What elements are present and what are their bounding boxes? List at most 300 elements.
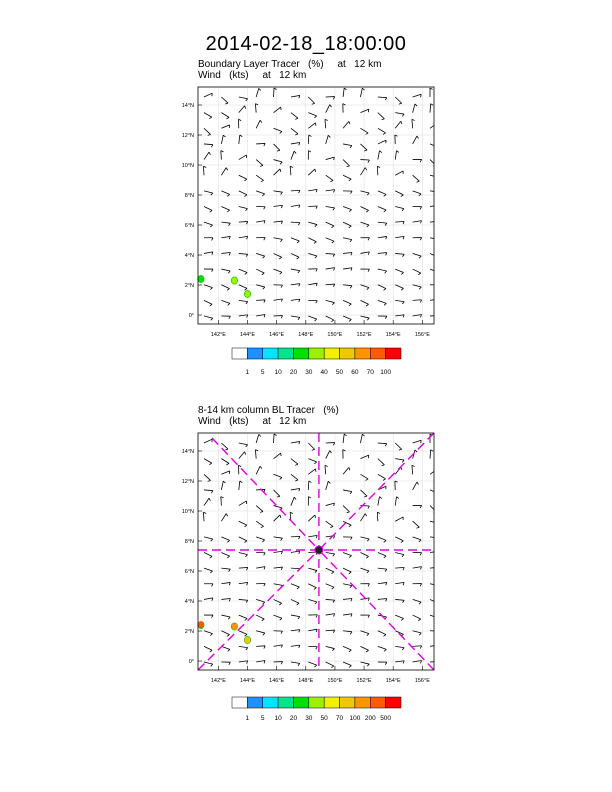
- y-tick-label: 4°N: [184, 599, 194, 605]
- wind-barb: [274, 191, 283, 192]
- colorbar-swatch: [293, 697, 308, 708]
- wind-barb: [204, 474, 211, 480]
- wind-barb-feather: [226, 514, 227, 517]
- wind-barb: [430, 584, 439, 586]
- wind-barb: [290, 512, 291, 521]
- colorbar-label: 50: [320, 715, 328, 722]
- wind-barb-feather: [246, 648, 248, 650]
- wind-barb-feather: [279, 603, 281, 605]
- wind-barb: [360, 553, 368, 557]
- wind-barb: [239, 661, 248, 662]
- wind-barb-feather: [281, 221, 282, 224]
- wind-barb: [395, 537, 403, 541]
- plot-frame: [198, 433, 434, 670]
- wind-barb: [239, 191, 247, 195]
- wind-barb-feather: [332, 303, 334, 305]
- wind-barb-feather: [419, 602, 421, 604]
- wind-barb-feather: [438, 645, 439, 648]
- wind-barb-feather: [386, 599, 387, 602]
- wind-barb: [360, 514, 365, 522]
- wind-barb-feather: [308, 151, 311, 152]
- chart2-subtitle-tracer: 8-14 km column BL Tracer (%): [198, 405, 339, 416]
- wind-barb-feather: [247, 221, 248, 224]
- wind-barb: [413, 175, 420, 181]
- wind-barb: [378, 128, 386, 133]
- wind-barb: [326, 521, 333, 526]
- wind-barb-feather: [315, 515, 316, 518]
- wind-barb-feather: [334, 157, 335, 160]
- x-tick-label: 146°E: [269, 332, 285, 338]
- wind-barb: [239, 501, 247, 506]
- wind-barb: [326, 568, 334, 572]
- wind-barb-feather: [438, 662, 439, 665]
- wind-barb: [291, 497, 294, 505]
- wind-barb-feather: [333, 600, 335, 603]
- wind-barb: [274, 474, 282, 477]
- wind-barb: [204, 93, 212, 97]
- wind-barb: [204, 191, 213, 193]
- wind-barb: [360, 88, 362, 97]
- wind-barb-feather: [298, 223, 300, 226]
- wind-barb: [274, 169, 280, 175]
- wind-barb-feather: [350, 632, 352, 634]
- wind-barb: [256, 521, 263, 526]
- wind-barb: [430, 599, 438, 603]
- wind-barb: [291, 238, 299, 241]
- wind-barb: [274, 221, 283, 222]
- wind-barb: [360, 285, 369, 288]
- wind-barb-feather: [264, 553, 266, 556]
- wind-barb-feather: [334, 503, 335, 506]
- colorbar-label: 70: [335, 715, 344, 722]
- wind-barb: [395, 443, 401, 449]
- wind-barb-feather: [368, 598, 369, 601]
- wind-barb: [221, 459, 229, 464]
- wind-barb: [239, 175, 247, 179]
- wind-barb-feather: [333, 284, 334, 287]
- wind-barb-feather: [229, 236, 230, 239]
- wind-barb-feather: [244, 179, 246, 181]
- wind-barb: [343, 646, 351, 650]
- wind-barb-feather: [333, 554, 335, 556]
- wind-barb: [239, 207, 248, 209]
- wind-barb-feather: [295, 118, 298, 119]
- wind-barb-feather: [227, 556, 229, 558]
- wind-barb-feather: [299, 142, 300, 145]
- colorbar-swatch: [309, 348, 324, 359]
- x-tick-label: 142°E: [210, 678, 226, 684]
- wind-barb-feather: [280, 515, 281, 518]
- wind-barb: [413, 615, 421, 619]
- wind-barb-feather: [245, 452, 246, 455]
- wind-barb-feather: [401, 121, 402, 124]
- wind-barb-feather: [247, 315, 248, 318]
- wind-barb-feather: [245, 106, 246, 109]
- wind-barb-feather: [421, 661, 422, 664]
- wind-barb: [308, 316, 316, 319]
- wind-barb-feather: [212, 269, 213, 272]
- wind-barb-feather: [421, 94, 422, 97]
- wind-barb: [360, 222, 369, 225]
- wind-barb-feather: [316, 535, 317, 538]
- wind-barb-feather: [262, 273, 264, 275]
- wind-barb: [221, 553, 229, 557]
- wind-barb-feather: [368, 615, 369, 618]
- wind-barb-feather: [419, 287, 421, 289]
- wind-barb-feather: [349, 525, 351, 527]
- wind-barb: [395, 121, 401, 128]
- wind-barb-feather: [229, 223, 231, 225]
- wind-barb: [326, 553, 335, 554]
- wind-barb-feather: [294, 151, 296, 153]
- wind-barb-feather: [212, 598, 213, 601]
- wind-barb-feather: [415, 450, 417, 452]
- wind-barb: [412, 119, 413, 128]
- wind-barb: [395, 615, 403, 618]
- wind-barb-feather: [255, 450, 258, 451]
- wind-barb-feather: [314, 242, 316, 244]
- wind-barb: [239, 599, 248, 600]
- wind-barb-feather: [281, 239, 283, 241]
- wind-barb-feather: [299, 284, 300, 287]
- wind-barb-feather: [210, 556, 212, 558]
- wind-barb: [308, 515, 315, 521]
- wind-barb-feather: [366, 556, 368, 558]
- wind-barb-feather: [281, 645, 282, 648]
- wind-barb: [395, 113, 404, 114]
- wind-barb-feather: [331, 572, 333, 574]
- wind-barb-feather: [281, 662, 282, 665]
- wind-barb: [378, 646, 386, 649]
- wind-barb-feather: [349, 650, 351, 652]
- wind-barb-feather: [263, 287, 265, 289]
- wind-barb: [221, 300, 229, 303]
- wind-barb: [255, 104, 256, 113]
- wind-barb: [204, 598, 213, 600]
- wind-barb-feather: [384, 289, 386, 291]
- wind-barb: [413, 599, 422, 602]
- colorbar-swatch: [263, 697, 278, 708]
- wind-barb-feather: [438, 299, 439, 302]
- wind-barb-feather: [316, 615, 317, 618]
- wind-barb-feather: [221, 151, 224, 152]
- wind-barb-feather: [314, 116, 316, 118]
- wind-barb-feather: [211, 539, 213, 541]
- wind-barb-feather: [260, 165, 263, 166]
- wind-barb: [239, 253, 248, 254]
- wind-barb-feather: [438, 316, 439, 319]
- wind-barb: [326, 646, 335, 648]
- wind-barb: [291, 205, 300, 207]
- wind-barb-feather: [325, 119, 328, 120]
- wind-barb-feather: [281, 585, 283, 587]
- wind-barb: [204, 568, 213, 571]
- wind-barb: [204, 498, 209, 505]
- wind-barb-feather: [402, 209, 404, 211]
- wind-barb: [343, 553, 351, 556]
- wind-barb: [378, 285, 386, 289]
- wind-barb-feather: [299, 441, 300, 444]
- wind-barb: [274, 205, 283, 206]
- wind-barb: [378, 599, 387, 600]
- wind-barb: [430, 144, 438, 147]
- x-tick-label: 150°E: [327, 678, 343, 684]
- wind-barb-feather: [314, 319, 316, 321]
- wind-barb: [343, 268, 352, 269]
- wind-barb: [274, 645, 283, 647]
- wind-barb: [291, 459, 298, 465]
- wind-barb: [256, 315, 265, 316]
- wind-barb-feather: [281, 631, 283, 634]
- wind-barb-feather: [274, 434, 277, 436]
- wind-barb-feather: [281, 567, 282, 570]
- wind-barb-feather: [399, 103, 402, 104]
- wind-barb-feather: [239, 465, 242, 466]
- wind-barb: [395, 661, 404, 662]
- wind-barb-feather: [349, 179, 351, 181]
- wind-barb: [274, 253, 282, 257]
- wind-barb-feather: [315, 571, 317, 573]
- wind-barb-feather: [260, 511, 263, 512]
- wind-barb-feather: [379, 151, 381, 153]
- wind-barb: [308, 469, 315, 474]
- wind-barb: [291, 488, 300, 489]
- wind-barb-feather: [246, 99, 248, 101]
- wind-barb: [326, 481, 329, 490]
- wind-barb-feather: [417, 136, 419, 139]
- wind-barb: [308, 629, 317, 631]
- wind-barb: [343, 88, 344, 97]
- wind-barb-feather: [247, 661, 248, 664]
- wind-barb-feather: [298, 663, 300, 665]
- wind-barb-feather: [244, 195, 246, 197]
- colorbar-label: 30: [305, 715, 313, 722]
- wind-barb: [256, 537, 264, 540]
- wind-barb: [256, 88, 259, 97]
- wind-barb-feather: [401, 467, 402, 470]
- wind-barb-feather: [259, 434, 261, 436]
- wind-barb-feather: [436, 257, 438, 259]
- wind-barb: [239, 481, 240, 490]
- wind-barb-feather: [312, 449, 315, 450]
- wind-barb-feather: [244, 525, 246, 527]
- wind-barb: [274, 160, 283, 162]
- wind-barb: [291, 551, 300, 553]
- wind-barb: [204, 207, 212, 211]
- wind-barb: [360, 646, 368, 650]
- wind-barb-feather: [226, 117, 229, 118]
- wind-barb-feather: [349, 304, 351, 306]
- wind-barb-feather: [437, 585, 439, 587]
- wind-barb: [378, 474, 386, 479]
- wind-barb: [326, 630, 335, 631]
- y-tick-label: 8°N: [184, 539, 194, 545]
- wind-barb-feather: [264, 143, 265, 146]
- wind-barb: [413, 567, 422, 569]
- wind-barb-feather: [240, 135, 242, 137]
- wind-barb-feather: [315, 256, 317, 258]
- wind-barb-feather: [297, 257, 299, 259]
- wind-barb-feather: [384, 649, 386, 651]
- wind-barb: [239, 646, 248, 647]
- y-tick-label: 6°N: [184, 569, 194, 575]
- wind-barb-feather: [264, 584, 265, 587]
- wind-barb: [395, 631, 403, 635]
- colorbar-label: 20: [289, 369, 298, 376]
- wind-barb: [378, 222, 387, 223]
- wind-barb-feather: [377, 166, 380, 167]
- wind-barb: [239, 285, 247, 289]
- wind-barb: [291, 151, 294, 159]
- wind-barb-feather: [402, 460, 404, 462]
- wind-barb-feather: [299, 190, 300, 193]
- wind-barb-feather: [420, 238, 421, 241]
- wind-barb-feather: [349, 666, 351, 668]
- wind-barb-feather: [420, 207, 421, 210]
- wind-barb: [430, 123, 437, 128]
- wind-barb: [395, 236, 404, 237]
- wind-barb-feather: [245, 209, 247, 211]
- wind-barb-feather: [290, 166, 293, 167]
- y-tick-label: 0°: [188, 313, 194, 319]
- wind-barb-feather: [385, 617, 387, 619]
- wind-barb: [204, 316, 213, 318]
- wind-barb: [343, 631, 352, 632]
- wind-barb-feather: [316, 647, 318, 650]
- wind-barb: [360, 455, 368, 458]
- wind-barb-feather: [417, 527, 420, 528]
- wind-barb-feather: [247, 582, 248, 585]
- wind-barb-feather: [261, 180, 264, 181]
- wind-barb-feather: [294, 497, 296, 499]
- wind-barb: [308, 113, 316, 116]
- storm-center-marker: [315, 546, 323, 554]
- wind-barb: [291, 299, 300, 300]
- wind-barb-feather: [229, 316, 230, 319]
- colorbar-swatch: [386, 348, 401, 359]
- wind-barb-feather: [436, 147, 438, 149]
- wind-barb: [204, 152, 209, 159]
- wind-barb-feather: [227, 210, 229, 212]
- y-tick-label: 10°N: [181, 509, 194, 515]
- wind-barb: [326, 207, 335, 208]
- wind-barb-feather: [245, 619, 247, 621]
- wind-barb-feather: [367, 539, 369, 541]
- colorbar-swatch: [324, 697, 339, 708]
- colorbar-label: 1: [245, 715, 250, 722]
- wind-barb-feather: [420, 505, 421, 508]
- wind-barb-feather: [255, 104, 258, 105]
- wind-barb: [239, 300, 248, 301]
- wind-barb-feather: [333, 443, 334, 446]
- wind-barb: [430, 104, 431, 113]
- wind-barb-feather: [436, 618, 438, 620]
- wind-barb-feather: [314, 665, 316, 667]
- wind-barb: [378, 97, 387, 98]
- wind-barb-feather: [437, 523, 439, 525]
- x-tick-label: 146°E: [269, 678, 285, 684]
- wind-barb: [430, 205, 439, 206]
- wind-barb: [308, 189, 317, 191]
- wind-barb-feather: [223, 135, 225, 137]
- wind-barb-feather: [334, 536, 335, 539]
- wind-barb-feather: [245, 288, 247, 290]
- colorbar-swatch: [232, 697, 247, 708]
- wind-barb-feather: [240, 481, 242, 483]
- wind-barb-feather: [298, 317, 300, 319]
- wind-barb: [256, 661, 265, 662]
- wind-barb: [291, 645, 300, 646]
- wind-barb-feather: [264, 315, 265, 318]
- wind-barb: [326, 222, 334, 226]
- wind-barb-feather: [281, 285, 283, 288]
- wind-barb: [256, 646, 265, 647]
- colorbar-label: 1: [245, 369, 250, 376]
- wind-barb-feather: [384, 540, 386, 542]
- wind-barb-feather: [412, 119, 415, 120]
- wind-barb: [256, 253, 265, 256]
- wind-barb: [360, 537, 369, 539]
- wind-barb: [395, 221, 404, 222]
- wind-barb-feather: [399, 449, 402, 450]
- wind-barb-feather: [212, 252, 213, 255]
- wind-barb-feather: [295, 134, 298, 135]
- wind-barb-feather: [259, 88, 261, 90]
- wind-barb-feather: [279, 257, 281, 259]
- wind-barb-feather: [403, 661, 404, 664]
- wind-barb: [274, 537, 283, 538]
- wind-barb-feather: [418, 619, 420, 621]
- wind-barb: [256, 506, 263, 512]
- wind-barb: [378, 151, 380, 160]
- wind-barb-feather: [351, 598, 352, 601]
- wind-barb: [221, 599, 230, 600]
- wind-barb: [378, 300, 386, 303]
- wind-barb: [239, 221, 248, 222]
- colorbar-label: 100: [349, 715, 361, 722]
- wind-barb-feather: [402, 555, 404, 557]
- wind-barb-feather: [368, 252, 369, 255]
- wind-barb: [204, 537, 213, 539]
- wind-barb-feather: [351, 537, 353, 540]
- wind-barb-feather: [383, 133, 386, 135]
- wind-barb: [360, 631, 369, 634]
- wind-barb: [343, 568, 351, 572]
- wind-barb-feather: [419, 540, 421, 542]
- wind-barb-feather: [261, 526, 264, 527]
- wind-barb: [274, 144, 280, 150]
- colorbar-swatch: [263, 348, 278, 359]
- wind-barb-feather: [334, 268, 335, 271]
- wind-barb: [378, 459, 385, 465]
- wind-barb: [274, 269, 282, 272]
- wind-barb-feather: [402, 302, 404, 304]
- wind-barb-feather: [247, 567, 248, 570]
- tracer-blob: [231, 623, 237, 630]
- wind-barb: [343, 490, 352, 492]
- wind-barb: [395, 171, 403, 175]
- wind-barb: [239, 452, 245, 459]
- wind-barb: [256, 631, 265, 633]
- wind-barb-feather: [227, 289, 229, 291]
- wind-barb: [360, 568, 369, 571]
- wind-barb-feather: [385, 98, 387, 101]
- wind-barb-feather: [330, 105, 332, 107]
- wind-barb: [360, 474, 368, 479]
- wind-barb-feather: [333, 254, 335, 257]
- colorbar-label: 200: [364, 715, 376, 722]
- wind-barb: [239, 582, 248, 583]
